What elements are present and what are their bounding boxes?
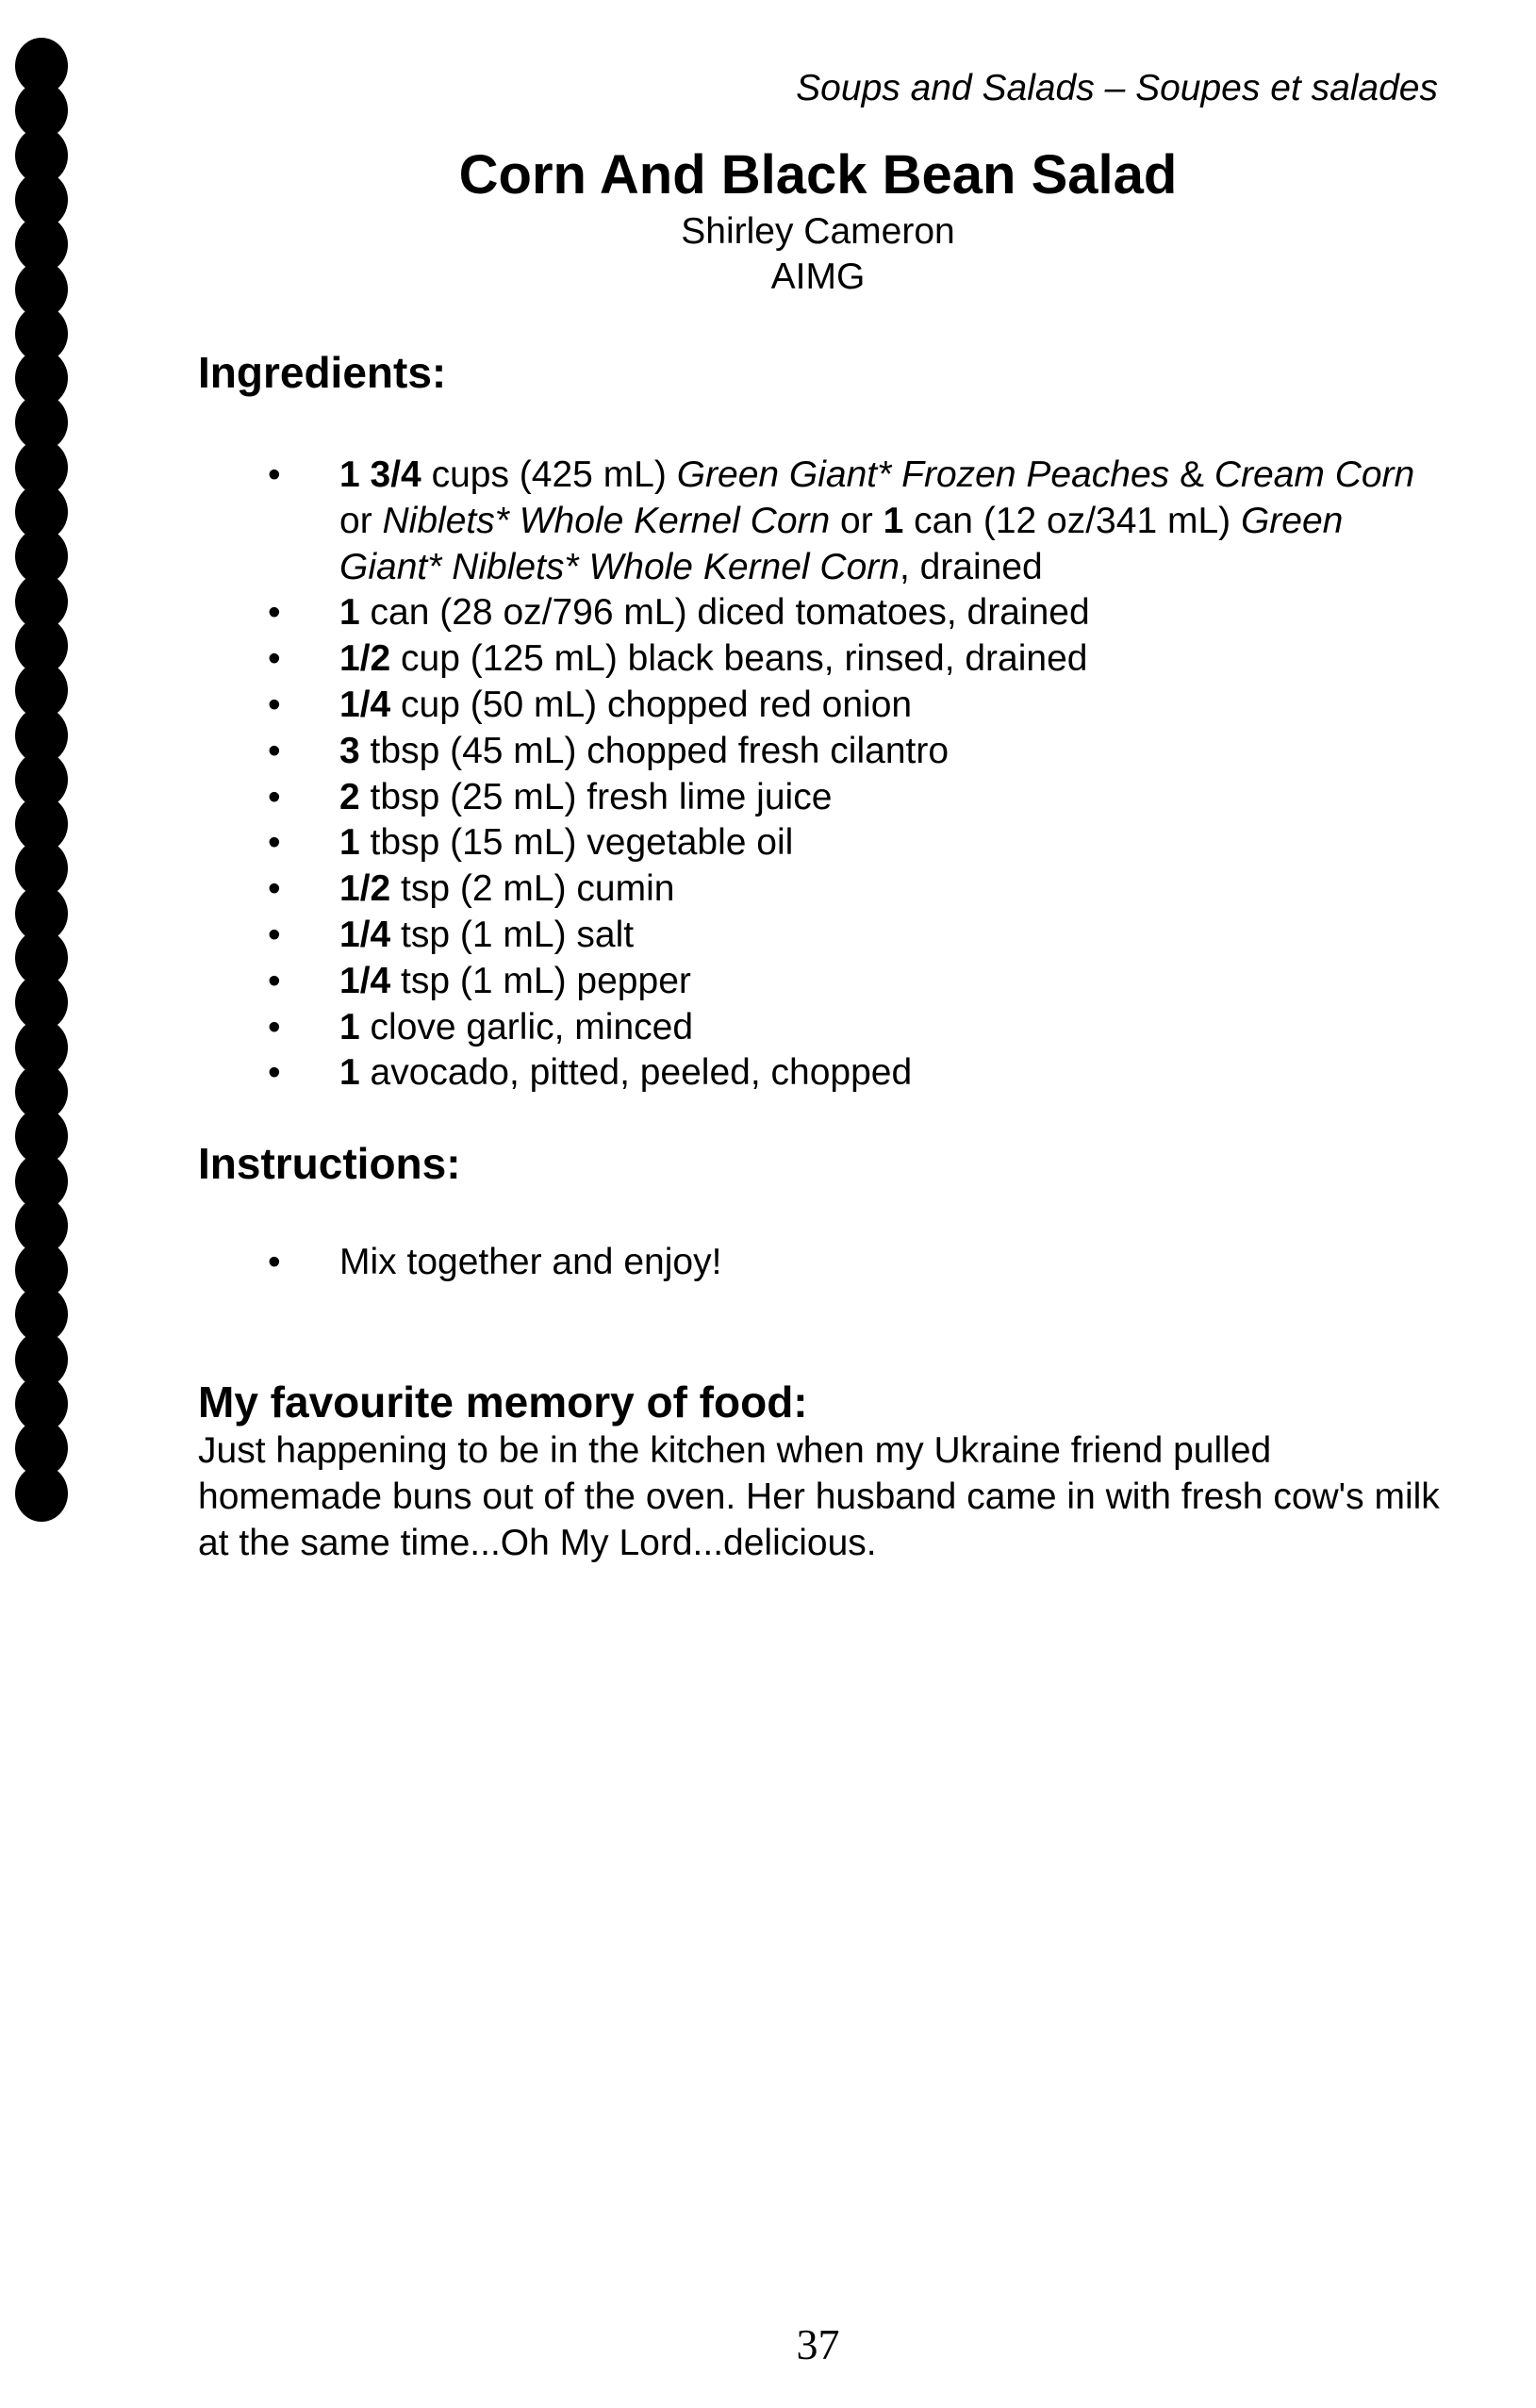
memory-text: Just happening to be in the kitchen when my Ukraine friend pulled homemade buns out of the oven. Her husband came in with fresh cow's milk at the same time...Oh My Lord...delicious. bbox=[198, 1430, 1440, 1563]
ingredient-item: • 3 tbsp (45 mL) chopped fresh cilantro bbox=[268, 729, 1446, 775]
ingredient-item: • 1 clove garlic, minced bbox=[268, 1005, 1446, 1051]
recipe-title: Corn And Black Bean Salad bbox=[458, 144, 1178, 206]
ingredient-item: • 1/2 cup (125 mL) black beans, rinsed, drained bbox=[268, 636, 1446, 683]
ingredients-heading: Ingredients: bbox=[198, 348, 447, 397]
recipe-credit bbox=[0, 209, 1536, 300]
ingredient-item: • 1 tbsp (15 mL) vegetable oil bbox=[268, 820, 1446, 866]
instruction-list bbox=[268, 1240, 1446, 1286]
ingredient-list bbox=[268, 453, 1446, 1097]
memory-heading: My favourite memory of food: bbox=[198, 1377, 808, 1427]
author-organization: AIMG bbox=[770, 256, 866, 297]
section-header: Soups and Salads – Soupes et salades bbox=[796, 68, 1438, 108]
ingredient-item: • 1/4 tsp (1 mL) pepper bbox=[268, 959, 1446, 1005]
instruction-item: • Mix together and enjoy! bbox=[268, 1240, 1446, 1286]
ingredient-item: • 1 avocado, pitted, peeled, chopped bbox=[268, 1050, 1446, 1097]
page-number: 37 bbox=[796, 2320, 840, 2368]
author-name: Shirley Cameron bbox=[681, 211, 955, 252]
ingredient-item: • 1 can (28 oz/796 mL) diced tomatoes, drained bbox=[268, 590, 1446, 636]
ingredient-item: • 1/4 tsp (1 mL) salt bbox=[268, 913, 1446, 959]
ingredient-item: • 1/2 tsp (2 mL) cumin bbox=[268, 866, 1446, 913]
instructions-heading: Instructions: bbox=[198, 1139, 461, 1188]
ingredient-item: • 2 tbsp (25 mL) fresh lime juice bbox=[268, 775, 1446, 821]
ingredient-item: • 1 3/4 cups (425 mL) Green Giant* Frozen Peaches & Cream Corn or Niblets* Whole Kernel Corn or 1 can (12 oz/341 mL) Green Giant* Niblets* Whole Kernel Corn, drained bbox=[268, 453, 1446, 590]
binding-hole bbox=[15, 1465, 68, 1522]
ingredient-item: • 1/4 cup (50 mL) chopped red onion bbox=[268, 683, 1446, 729]
